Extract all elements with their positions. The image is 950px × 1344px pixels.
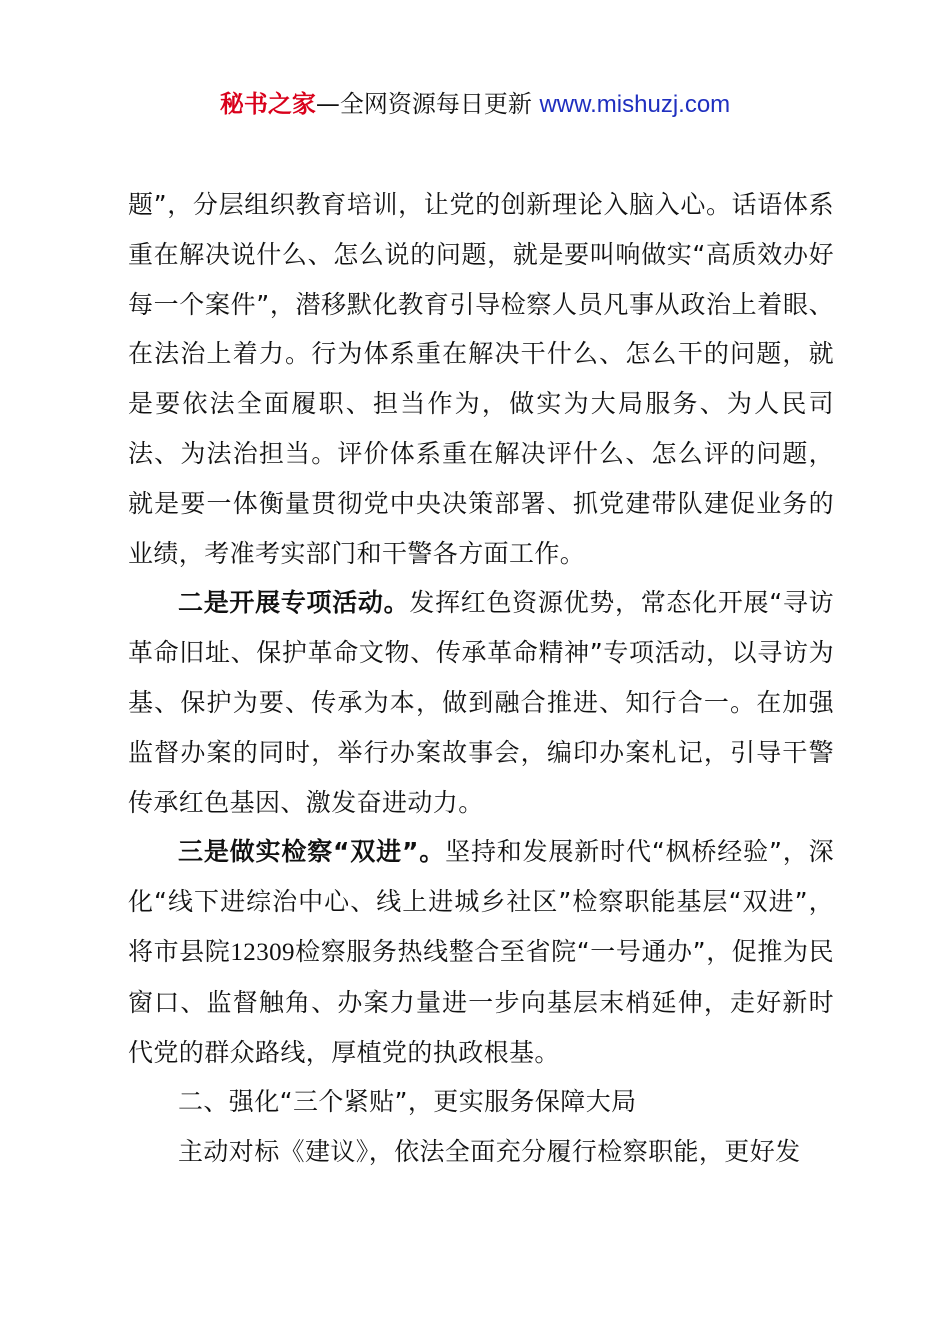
section-heading [128, 1077, 834, 1127]
paragraph-3-lead: 三是做实检察“双进”。 [178, 837, 446, 867]
paragraph-3 [128, 827, 834, 1077]
paragraph-2 [128, 578, 834, 827]
paragraph-2-lead: 二是开展专项活动。 [178, 588, 410, 618]
paragraph-1-text: 题”，分层组织教育培训，让党的创新理论入脑入心。话语体系重在解决说什么、怎么说的问题，就是要叫响做实“高质效办好每一个案件”，潜移默化教育引导检察人员凡事从政治上着眼、在法治上着力。行为体系重在解决干什么、怎么干的问题，就是要依法全面履职、担当作为，做实为大局服务、为人民司法、为法治担当。评价体系重在解决评什么、怎么评的问题，就是要一体衡量贯彻党中央决策部署、抓党建带队建促业务的业绩，考准考实部门和干警各方面工作。 [128, 190, 834, 568]
paragraph-3-text-after: 检察服务热线整合至省院“一号通办”，促推为民窗口、监督触角、办案力量进一步向基层末梢延伸，走好新时代党的群众路线，厚植党的执政根基。 [128, 936, 834, 1067]
document-body [128, 180, 834, 1177]
paragraph-5 [128, 1127, 834, 1177]
paragraph-2-text: 发挥红色资源优势，常态化开展“寻访革命旧址、保护革命文物、传承革命精神”专项活动，以寻访为基、保护为要、传承为本，做到融合推进、知行合一。在加强监督办案的同时，举行办案故事会，编印办案札记，引导干警传承红色基因、激发奋进动力。 [128, 588, 834, 817]
paragraph-5-text: 主动对标《建议》，依法全面充分履行检察职能，更好发 [178, 1137, 801, 1167]
paragraph-1 [128, 180, 834, 578]
page-header [0, 86, 950, 123]
section-heading-text: 二、强化“三个紧贴”，更实服务保障大局 [178, 1087, 637, 1117]
paragraph-3-number: 12309 [230, 938, 295, 966]
header-tagline: —全网资源每日更新 [315, 90, 540, 118]
header-url[interactable]: www.mishuzj.com [539, 91, 731, 118]
paragraph-3-text-before: 坚持和发展新时代“枫桥经验”，深化“线下进综治中心、线上进城乡社区”检察职能基层“双进”，将市县院 [128, 837, 835, 966]
header-brand: 秘书之家 [219, 90, 316, 118]
